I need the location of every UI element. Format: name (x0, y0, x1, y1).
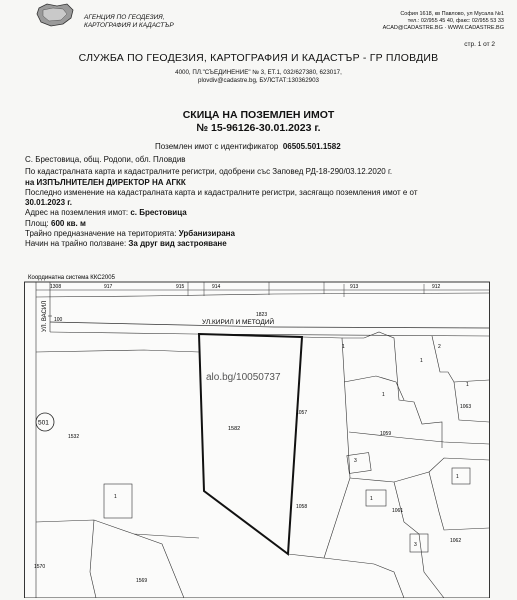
coord-system-label: Координатна система ККС2005 (28, 275, 115, 281)
contact-line3: ACAD@CADASTRE.BG · WWW.CADASTRE.BG (382, 25, 504, 31)
parcel-label-917: 917 (104, 284, 113, 290)
area-value: 600 кв. м (51, 218, 86, 228)
cadastral-map (24, 272, 490, 598)
parcel-label-912: 912 (432, 284, 441, 290)
office-email: plovdiv@cadastre.bg, БУЛСТАТ:130362903 (198, 77, 319, 84)
building-label-2a: 2 (438, 344, 441, 350)
parcel-label-1823: 1823 (256, 312, 268, 318)
agency-logo (33, 2, 77, 28)
office-address: 4000, ПЛ."СЪЕДИНЕНИЕ" № 3, ЕТ.1, 032/627380, 623017, (175, 69, 342, 76)
area-row (25, 219, 505, 229)
identifier-value: 06505.501.1582 (282, 142, 341, 151)
building-label-1g: 1 (114, 494, 117, 500)
office-name: СЛУЖБА ПО ГЕОДЕЗИЯ, КАРТОГРАФИЯ И КАДАСТЪР - ГР ПЛОВДИВ (78, 52, 439, 64)
parcel-label-1061: 1061 (392, 508, 404, 514)
identifier-line (155, 142, 341, 151)
last-change: Последно изменение на кадастралната карта и кадастралните регистри, засягащо поземления имот е от (25, 187, 418, 197)
block-number: 501 (38, 419, 49, 427)
last-change-date: 30.01.2023 г. (25, 198, 73, 208)
parcel-label-1569: 1569 (136, 578, 148, 584)
address-label: Адрес на поземления имот: (25, 208, 129, 218)
building-label-1c: 1 (420, 358, 423, 364)
parcel-label-915: 915 (176, 284, 185, 290)
parcel-label-1059: 1059 (380, 431, 392, 437)
contact-line2: тел.: 02/955 45 40, факс: 02/955 53 33 (407, 18, 504, 24)
parcel-label-100: 100 (54, 317, 63, 323)
address-value: с. Брестовица (130, 208, 187, 218)
building-label-3a: 3 (354, 458, 357, 464)
usage-row (25, 239, 505, 249)
area-label: Площ: (25, 218, 49, 228)
building-label-1f: 1 (456, 474, 459, 480)
parcel-label-1058: 1058 (296, 504, 308, 510)
building-label-1b: 1 (382, 392, 385, 398)
contact-line1: София 1618, кв Павлово, ул Мусала №1 (400, 11, 504, 17)
purpose-value: Урбанизирана (178, 229, 235, 239)
side-street-name: УЛ. ВАСИЛ (42, 300, 48, 332)
parcel-label-1062: 1062 (450, 538, 462, 544)
usage-value: За друг вид застрояване (128, 239, 227, 249)
identifier-label: Поземлен имот с идентификатор (155, 142, 279, 151)
parcel-label-1570: 1570 (34, 564, 46, 570)
building-label-1e: 1 (370, 496, 373, 502)
parcel-label-1063: 1063 (460, 404, 472, 410)
agency-name-line1: АГЕНЦИЯ ПО ГЕОДЕЗИЯ, (84, 14, 165, 21)
agency-contact (352, 11, 504, 32)
document-title: СКИЦА НА ПОЗЕМЛЕН ИМОТ (182, 109, 335, 121)
purpose-row (25, 229, 505, 239)
property-details (25, 155, 505, 250)
parcel-label-1532: 1532 (68, 434, 80, 440)
location: С. Брестовица, общ. Родопи, обл. Пловдив (25, 155, 186, 164)
purpose-label: Трайно предназначение на територията: (25, 229, 177, 239)
parcel-label-913: 913 (350, 284, 359, 290)
page-number: стр. 1 от 2 (464, 41, 495, 48)
address-row (25, 208, 505, 218)
building-label-1d: 1 (466, 382, 469, 388)
agency-name (84, 14, 204, 30)
watermark: alo.bg/10050737 (206, 372, 281, 383)
parcel-label-1057: 1057 (296, 410, 308, 416)
parcel-label-1582: 1582 (228, 426, 241, 432)
director-line: на ИЗПЪЛНИТЕЛЕН ДИРЕКТОР НА АГКК (25, 177, 186, 187)
parcel-label-1308: 1308 (50, 284, 62, 290)
building-label-1a: 1 (342, 344, 345, 350)
document-number: № 15-96126-30.01.2023 г. (196, 122, 321, 134)
usage-label: Начин на трайно ползване: (25, 239, 127, 249)
building-label-3b: 3 (414, 542, 417, 548)
parcel-label-914: 914 (212, 284, 221, 290)
map-approval: По кадастралната карта и кадастралните регистри, одобрени със Заповед РД-18-290/03.12.2020 г. (25, 167, 393, 177)
street-name: УЛ.КИРИЛ И МЕТОДИЙ (202, 319, 275, 326)
agency-name-line2: КАРТОГРАФИЯ И КАДАСТЪР (84, 22, 174, 29)
